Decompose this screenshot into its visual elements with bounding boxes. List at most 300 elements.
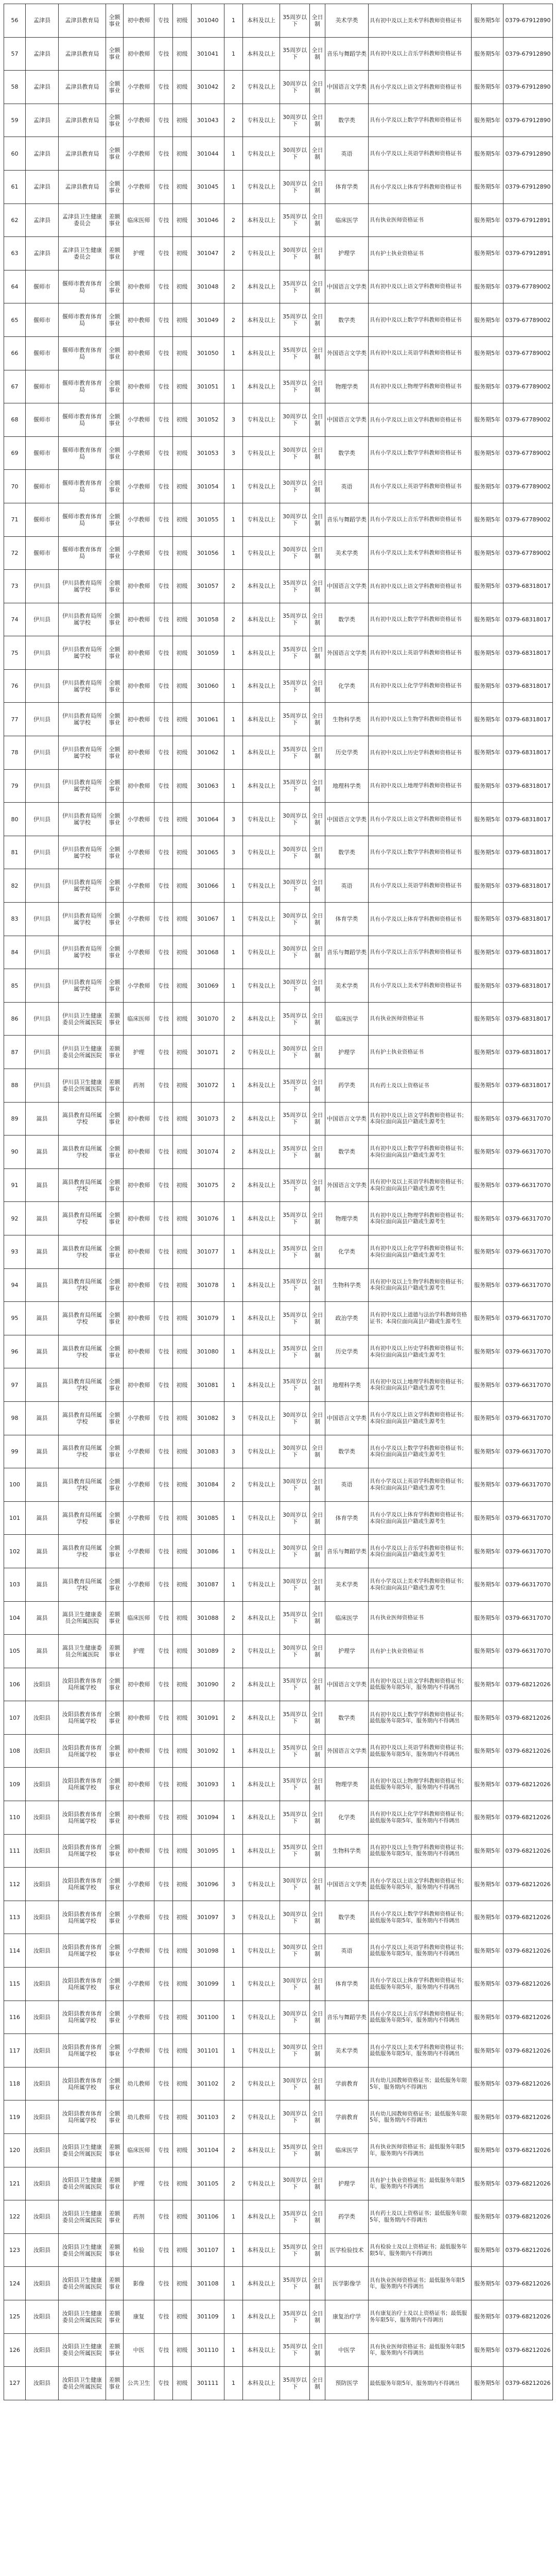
post-level-cell: 初级 (173, 1168, 192, 1202)
post-level-cell: 初级 (173, 969, 192, 1003)
table-row (4, 137, 553, 171)
major-cell: 外国语言文学类 (325, 1734, 369, 1768)
funding-type-cell: 全额事业 (106, 37, 124, 71)
requirements-cell: 具有初中及以上化学学科教师资格证书；最低服务年限5年，服务期内不得调出 (369, 1801, 472, 1835)
headcount-cell: 1 (224, 1801, 243, 1835)
requirements-cell: 具有执业医师资格证书；最低服务年限5年，服务期内不得调出 (369, 2134, 472, 2167)
age-limit-cell: 35周岁以下 (280, 603, 310, 636)
headcount-cell: 1 (224, 2233, 243, 2267)
post-level-cell: 初级 (173, 2067, 192, 2100)
county-cell: 嵩县 (26, 1168, 59, 1202)
education-cell: 专科及以上 (243, 1036, 280, 1069)
study-mode-cell: 全日制 (310, 170, 325, 204)
post-code-cell: 301062 (192, 736, 224, 770)
study-mode-cell: 全日制 (310, 1335, 325, 1368)
headcount-cell: 1 (224, 4, 243, 38)
study-mode-cell: 全日制 (310, 237, 325, 270)
post-category-cell: 专技 (154, 436, 173, 470)
post-level-cell: 初级 (173, 470, 192, 503)
unit-cell: 嵩县教育局所属学校 (59, 1501, 106, 1535)
unit-cell: 孟津县卫生健康委员会 (59, 237, 106, 270)
major-cell: 数学类 (325, 303, 369, 337)
post-level-cell: 初级 (173, 170, 192, 204)
unit-cell: 伊川县教育局所属学校 (59, 636, 106, 670)
unit-cell: 偃师市教育体育局 (59, 303, 106, 337)
post-level-cell: 初级 (173, 1668, 192, 1701)
post-code-cell: 301052 (192, 403, 224, 437)
post-category-cell: 专技 (154, 2300, 173, 2333)
post-code-cell: 301054 (192, 470, 224, 503)
table-row (4, 71, 553, 104)
contact-phone-cell: 0379-68212026 (503, 1934, 553, 1968)
age-limit-cell: 35周岁以下 (280, 1801, 310, 1835)
post-name-cell: 康复 (124, 2300, 154, 2333)
row-number-cell: 87 (4, 1036, 26, 1069)
post-name-cell: 初中教师 (124, 37, 154, 71)
study-mode-cell: 全日制 (310, 769, 325, 803)
unit-cell: 嵩县教育局所属学校 (59, 1535, 106, 1568)
post-code-cell: 301045 (192, 170, 224, 204)
table-row (4, 1102, 553, 1136)
post-code-cell: 301090 (192, 1668, 224, 1701)
post-category-cell: 专技 (154, 370, 173, 403)
headcount-cell: 1 (224, 2034, 243, 2067)
contact-phone-cell: 0379-67789002 (503, 303, 553, 337)
education-cell: 本科及以上 (243, 2333, 280, 2367)
major-cell: 护理学 (325, 2167, 369, 2200)
row-number-cell: 125 (4, 2300, 26, 2333)
requirements-cell: 具有初中及以上数学学科教师资格证书；最低服务年限5年，服务期内不得调出 (369, 1701, 472, 1735)
requirements-cell: 具有小学及以上英语学科教师资格证书 (369, 869, 472, 903)
remarks-cell: 服务期5年 (472, 1501, 503, 1535)
headcount-cell: 1 (224, 2267, 243, 2300)
unit-cell: 伊川县卫生健康委员会所属医院 (59, 1002, 106, 1036)
study-mode-cell: 全日制 (310, 1901, 325, 1934)
unit-cell: 伊川县卫生健康委员会所属医院 (59, 1069, 106, 1103)
post-level-cell: 初级 (173, 204, 192, 237)
major-cell: 体育学类 (325, 1968, 369, 2001)
age-limit-cell: 35周岁以下 (280, 1235, 310, 1268)
headcount-cell: 3 (224, 1401, 243, 1435)
major-cell: 外国语言文学类 (325, 1168, 369, 1202)
funding-type-cell: 全额事业 (106, 1435, 124, 1468)
post-category-cell: 专技 (154, 1235, 173, 1268)
row-number-cell: 109 (4, 1768, 26, 1801)
post-category-cell: 专技 (154, 137, 173, 171)
contact-phone-cell: 0379-67912890 (503, 137, 553, 171)
table-row (4, 104, 553, 137)
major-cell: 数学类 (325, 1701, 369, 1735)
funding-type-cell: 全额事业 (106, 603, 124, 636)
contact-phone-cell: 0379-66317070 (503, 1568, 553, 1601)
post-category-cell: 专技 (154, 2067, 173, 2100)
unit-cell: 嵩县卫生健康委员会所属医院 (59, 1601, 106, 1635)
contact-phone-cell: 0379-68212026 (503, 2200, 553, 2234)
requirements-cell: 具有小学及以上语文学科教师资格证书；本岗位面向嵩县户籍或生源考生 (369, 1401, 472, 1435)
funding-type-cell: 全额事业 (106, 1235, 124, 1268)
post-category-cell: 专技 (154, 1635, 173, 1668)
post-category-cell: 专技 (154, 1901, 173, 1934)
major-cell: 生物科学类 (325, 703, 369, 736)
county-cell: 汝阳县 (26, 2367, 59, 2400)
headcount-cell: 1 (224, 1202, 243, 1235)
table-row (4, 1435, 553, 1468)
age-limit-cell: 30周岁以下 (280, 137, 310, 171)
post-code-cell: 301111 (192, 2367, 224, 2400)
study-mode-cell: 全日制 (310, 936, 325, 969)
county-cell: 嵩县 (26, 1268, 59, 1302)
education-cell: 本科及以上 (243, 4, 280, 38)
unit-cell: 汝阳县教育体育局所属学校 (59, 1801, 106, 1835)
county-cell: 伊川县 (26, 903, 59, 936)
contact-phone-cell: 0379-66317070 (503, 1235, 553, 1268)
age-limit-cell: 30周岁以下 (280, 803, 310, 836)
table-row (4, 1202, 553, 1235)
remarks-cell: 服务期5年 (472, 2167, 503, 2200)
major-cell: 体育学类 (325, 903, 369, 936)
education-cell: 专科及以上 (243, 436, 280, 470)
post-category-cell: 专技 (154, 303, 173, 337)
age-limit-cell: 35周岁以下 (280, 303, 310, 337)
remarks-cell: 服务期5年 (472, 2001, 503, 2034)
county-cell: 偃师市 (26, 503, 59, 536)
county-cell: 偃师市 (26, 303, 59, 337)
education-cell: 本科及以上 (243, 1136, 280, 1169)
study-mode-cell: 全日制 (310, 2001, 325, 2034)
county-cell: 伊川县 (26, 703, 59, 736)
education-cell: 本科及以上 (243, 1235, 280, 1268)
post-category-cell: 专技 (154, 336, 173, 370)
requirements-cell: 具有小学及以上音乐学科教师资格证书 (369, 936, 472, 969)
post-level-cell: 初级 (173, 769, 192, 803)
major-cell: 物理学类 (325, 370, 369, 403)
row-number-cell: 121 (4, 2167, 26, 2200)
post-level-cell: 初级 (173, 4, 192, 38)
post-code-cell: 301061 (192, 703, 224, 736)
contact-phone-cell: 0379-67789002 (503, 503, 553, 536)
post-level-cell: 初级 (173, 1734, 192, 1768)
major-cell: 历史学类 (325, 736, 369, 770)
remarks-cell: 服务期5年 (472, 1168, 503, 1202)
post-name-cell: 初中教师 (124, 1302, 154, 1335)
table-row (4, 2333, 553, 2367)
row-number-cell: 64 (4, 270, 26, 303)
post-name-cell: 初中教师 (124, 636, 154, 670)
requirements-cell: 具有初中及以上美术学科教师资格证书 (369, 4, 472, 38)
headcount-cell: 1 (224, 903, 243, 936)
post-name-cell: 小学教师 (124, 1968, 154, 2001)
row-number-cell: 71 (4, 503, 26, 536)
county-cell: 伊川县 (26, 636, 59, 670)
funding-type-cell: 差额事业 (106, 2233, 124, 2267)
age-limit-cell: 30周岁以下 (280, 2001, 310, 2034)
table-row (4, 2233, 553, 2267)
headcount-cell: 2 (224, 1102, 243, 1136)
education-cell: 专科及以上 (243, 1435, 280, 1468)
contact-phone-cell: 0379-67789002 (503, 470, 553, 503)
age-limit-cell: 35周岁以下 (280, 669, 310, 703)
funding-type-cell: 全额事业 (106, 570, 124, 603)
remarks-cell: 服务期5年 (472, 1834, 503, 1868)
table-row (4, 2001, 553, 2034)
remarks-cell: 服务期5年 (472, 2100, 503, 2134)
study-mode-cell: 全日制 (310, 2167, 325, 2200)
unit-cell: 嵩县教育局所属学校 (59, 1235, 106, 1268)
education-cell: 专科及以上 (243, 2067, 280, 2100)
county-cell: 汝阳县 (26, 2233, 59, 2267)
post-code-cell: 301099 (192, 1968, 224, 2001)
table-row (4, 969, 553, 1003)
table-row (4, 669, 553, 703)
county-cell: 伊川县 (26, 769, 59, 803)
table-row (4, 1235, 553, 1268)
contact-phone-cell: 0379-68212026 (503, 2034, 553, 2067)
post-code-cell: 301056 (192, 536, 224, 570)
post-level-cell: 初级 (173, 2300, 192, 2333)
funding-type-cell: 全额事业 (106, 1901, 124, 1934)
post-name-cell: 初中教师 (124, 1102, 154, 1136)
funding-type-cell: 全额事业 (106, 1136, 124, 1169)
post-level-cell: 初级 (173, 1368, 192, 1402)
headcount-cell: 2 (224, 71, 243, 104)
post-level-cell: 初级 (173, 1834, 192, 1868)
post-level-cell: 初级 (173, 2034, 192, 2067)
education-cell: 本科及以上 (243, 1168, 280, 1202)
table-row (4, 1036, 553, 1069)
remarks-cell: 服务期5年 (472, 736, 503, 770)
post-category-cell: 专技 (154, 1601, 173, 1635)
post-level-cell: 初级 (173, 2167, 192, 2200)
unit-cell: 嵩县教育局所属学校 (59, 1401, 106, 1435)
age-limit-cell: 35周岁以下 (280, 370, 310, 403)
post-name-cell: 初中教师 (124, 1136, 154, 1169)
major-cell: 地理科学类 (325, 769, 369, 803)
table-row (4, 769, 553, 803)
headcount-cell: 1 (224, 1934, 243, 1968)
age-limit-cell: 35周岁以下 (280, 1768, 310, 1801)
post-name-cell: 初中教师 (124, 1168, 154, 1202)
requirements-cell: 具有小学及以上英语学科教师资格证书；最低服务年限5年，服务期内不得调出 (369, 1934, 472, 1968)
unit-cell: 伊川县卫生健康委员会所属医院 (59, 1036, 106, 1069)
major-cell: 临床医学 (325, 1002, 369, 1036)
age-limit-cell: 30周岁以下 (280, 936, 310, 969)
requirements-cell: 具有初中及以上化学学科教师资格证书；本岗位面向嵩县户籍或生源考生 (369, 1235, 472, 1268)
requirements-cell: 具有小学及以上数学学科教师资格证书 (369, 436, 472, 470)
headcount-cell: 1 (224, 1734, 243, 1768)
study-mode-cell: 全日制 (310, 969, 325, 1003)
post-name-cell: 小学教师 (124, 836, 154, 869)
row-number-cell: 114 (4, 1934, 26, 1968)
remarks-cell: 服务期5年 (472, 2067, 503, 2100)
post-code-cell: 301087 (192, 1568, 224, 1601)
headcount-cell: 3 (224, 836, 243, 869)
post-code-cell: 301096 (192, 1868, 224, 1901)
post-level-cell: 初级 (173, 1235, 192, 1268)
remarks-cell: 服务期5年 (472, 1668, 503, 1701)
table-row (4, 2167, 553, 2200)
study-mode-cell: 全日制 (310, 636, 325, 670)
education-cell: 本科及以上 (243, 2367, 280, 2400)
post-name-cell: 初中教师 (124, 336, 154, 370)
requirements-cell: 具有药士及以上资格证书；最低服务年限5年，服务期内不得调出 (369, 2200, 472, 2234)
education-cell: 专科及以上 (243, 2167, 280, 2200)
post-code-cell: 301073 (192, 1102, 224, 1136)
unit-cell: 孟津县教育局 (59, 104, 106, 137)
post-name-cell: 初中教师 (124, 1801, 154, 1835)
post-level-cell: 初级 (173, 336, 192, 370)
post-level-cell: 初级 (173, 636, 192, 670)
post-code-cell: 301071 (192, 1036, 224, 1069)
post-name-cell: 初中教师 (124, 270, 154, 303)
contact-phone-cell: 0379-67789002 (503, 536, 553, 570)
table-row (4, 336, 553, 370)
county-cell: 汝阳县 (26, 2067, 59, 2100)
unit-cell: 孟津县教育局 (59, 137, 106, 171)
table-row (4, 270, 553, 303)
education-cell: 本科及以上 (243, 1834, 280, 1868)
post-category-cell: 专技 (154, 1302, 173, 1335)
remarks-cell: 服务期5年 (472, 436, 503, 470)
post-level-cell: 初级 (173, 37, 192, 71)
table-row (4, 1136, 553, 1169)
requirements-cell: 具有小学及以上英语学科教师资格证书 (369, 137, 472, 171)
unit-cell: 汝阳县卫生健康委员会所属医院 (59, 2333, 106, 2367)
age-limit-cell: 35周岁以下 (280, 1202, 310, 1235)
table-row (4, 470, 553, 503)
county-cell: 汝阳县 (26, 1801, 59, 1835)
post-category-cell: 专技 (154, 1136, 173, 1169)
major-cell: 中医学 (325, 2333, 369, 2367)
remarks-cell: 服务期5年 (472, 1901, 503, 1934)
unit-cell: 嵩县教育局所属学校 (59, 1335, 106, 1368)
post-code-cell: 301100 (192, 2001, 224, 2034)
table-row (4, 1401, 553, 1435)
age-limit-cell: 35周岁以下 (280, 1268, 310, 1302)
headcount-cell: 2 (224, 1168, 243, 1202)
table-row (4, 1168, 553, 1202)
major-cell: 中国语言文学类 (325, 270, 369, 303)
contact-phone-cell: 0379-68318017 (503, 570, 553, 603)
age-limit-cell: 35周岁以下 (280, 2233, 310, 2267)
headcount-cell: 1 (224, 1302, 243, 1335)
requirements-cell: 具有小学及以上体育学科教师资格证书 (369, 903, 472, 936)
education-cell: 专科及以上 (243, 1468, 280, 1502)
table-row (4, 1335, 553, 1368)
headcount-cell: 3 (224, 803, 243, 836)
study-mode-cell: 全日制 (310, 2100, 325, 2134)
remarks-cell: 服务期5年 (472, 836, 503, 869)
row-number-cell: 106 (4, 1668, 26, 1701)
education-cell: 本科及以上 (243, 1601, 280, 1635)
funding-type-cell: 全额事业 (106, 1368, 124, 1402)
requirements-cell: 具有小学及以上体育学科教师资格证书；最低服务年限5年，服务期内不得调出 (369, 1968, 472, 2001)
requirements-cell: 具有初中及以上化学学科教师资格证书 (369, 669, 472, 703)
education-cell: 本科及以上 (243, 37, 280, 71)
post-category-cell: 专技 (154, 903, 173, 936)
study-mode-cell: 全日制 (310, 1302, 325, 1335)
post-name-cell: 临床医师 (124, 1601, 154, 1635)
funding-type-cell: 全额事业 (106, 270, 124, 303)
funding-type-cell: 全额事业 (106, 1102, 124, 1136)
post-category-cell: 专技 (154, 1768, 173, 1801)
contact-phone-cell: 0379-68318017 (503, 1002, 553, 1036)
headcount-cell: 2 (224, 2100, 243, 2134)
contact-phone-cell: 0379-68318017 (503, 1036, 553, 1069)
study-mode-cell: 全日制 (310, 4, 325, 38)
headcount-cell: 2 (224, 1601, 243, 1635)
post-code-cell: 301055 (192, 503, 224, 536)
requirements-cell: 具有小学及以上体育学科教师资格证书 (369, 170, 472, 204)
education-cell: 本科及以上 (243, 370, 280, 403)
funding-type-cell: 全额事业 (106, 1801, 124, 1835)
post-category-cell: 专技 (154, 1401, 173, 1435)
table-row (4, 1934, 553, 1968)
post-code-cell: 301049 (192, 303, 224, 337)
unit-cell: 汝阳县教育体育局所属学校 (59, 2100, 106, 2134)
post-name-cell: 小学教师 (124, 2034, 154, 2067)
remarks-cell: 服务期5年 (472, 470, 503, 503)
education-cell: 专科及以上 (243, 1568, 280, 1601)
county-cell: 嵩县 (26, 1335, 59, 1368)
table-row (4, 1701, 553, 1735)
post-code-cell: 301106 (192, 2200, 224, 2234)
post-name-cell: 初中教师 (124, 736, 154, 770)
post-name-cell: 护理 (124, 2167, 154, 2200)
funding-type-cell: 全额事业 (106, 803, 124, 836)
remarks-cell: 服务期5年 (472, 4, 503, 38)
requirements-cell: 具有执业医师资格证书 (369, 204, 472, 237)
requirements-cell: 具有初中及以上语文学科教师资格证书；本岗位面向嵩县户籍或生源考生 (369, 1102, 472, 1136)
major-cell: 康复治疗学 (325, 2300, 369, 2333)
unit-cell: 嵩县教育局所属学校 (59, 1136, 106, 1169)
study-mode-cell: 全日制 (310, 2300, 325, 2333)
age-limit-cell: 35周岁以下 (280, 2134, 310, 2167)
contact-phone-cell: 0379-66317070 (503, 1601, 553, 1635)
row-number-cell: 113 (4, 1901, 26, 1934)
contact-phone-cell: 0379-66317070 (503, 1401, 553, 1435)
contact-phone-cell: 0379-66317070 (503, 1468, 553, 1502)
post-category-cell: 专技 (154, 2233, 173, 2267)
post-code-cell: 301079 (192, 1302, 224, 1335)
age-limit-cell: 30周岁以下 (280, 104, 310, 137)
age-limit-cell: 35周岁以下 (280, 336, 310, 370)
education-cell: 专科及以上 (243, 1968, 280, 2001)
post-category-cell: 专技 (154, 1934, 173, 1968)
study-mode-cell: 全日制 (310, 137, 325, 171)
post-level-cell: 初级 (173, 1102, 192, 1136)
headcount-cell: 2 (224, 270, 243, 303)
post-level-cell: 初级 (173, 1801, 192, 1835)
funding-type-cell: 差额事业 (106, 1002, 124, 1036)
funding-type-cell: 差额事业 (106, 2267, 124, 2300)
post-code-cell: 301095 (192, 1834, 224, 1868)
unit-cell: 汝阳县教育体育局所属学校 (59, 1834, 106, 1868)
remarks-cell: 服务期5年 (472, 536, 503, 570)
contact-phone-cell: 0379-66317070 (503, 1635, 553, 1668)
post-level-cell: 初级 (173, 1501, 192, 1535)
post-name-cell: 初中教师 (124, 1768, 154, 1801)
row-number-cell: 115 (4, 1968, 26, 2001)
row-number-cell: 117 (4, 2034, 26, 2067)
funding-type-cell: 全额事业 (106, 2034, 124, 2067)
major-cell: 美术学类 (325, 2034, 369, 2067)
post-code-cell: 301097 (192, 1901, 224, 1934)
table-row (4, 1568, 553, 1601)
funding-type-cell: 差额事业 (106, 2333, 124, 2367)
post-level-cell: 初级 (173, 137, 192, 171)
major-cell: 地理科学类 (325, 1368, 369, 1402)
county-cell: 偃师市 (26, 536, 59, 570)
